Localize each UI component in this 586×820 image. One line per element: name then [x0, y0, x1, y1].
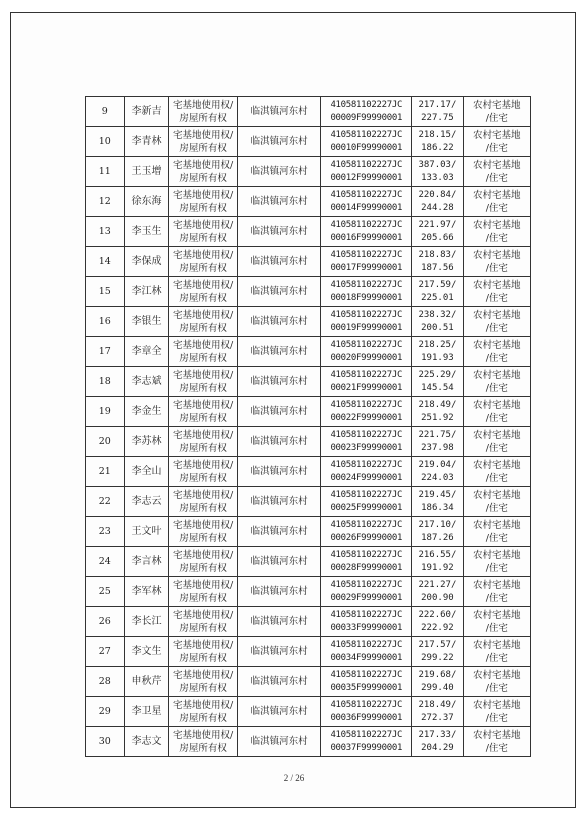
area-value: 217.33/ 204.29 — [412, 727, 463, 757]
property-code: 410581102227JC 00035F99990001 — [321, 667, 412, 697]
owner-name: 李金生 — [124, 397, 169, 427]
property-code: 410581102227JC 00024F99990001 — [321, 457, 412, 487]
property-code: 410581102227JC 00014F99990001 — [321, 187, 412, 217]
right-type: 宅基地使用权/ 房屋所有权 — [169, 517, 237, 547]
location: 临淇镇河东村 — [237, 397, 320, 427]
owner-name: 王玉增 — [124, 157, 169, 187]
property-code: 410581102227JC 00020F99990001 — [321, 337, 412, 367]
table-row — [86, 307, 531, 337]
right-type: 宅基地使用权/ 房屋所有权 — [169, 307, 237, 337]
property-code: 410581102227JC 00012F99990001 — [321, 157, 412, 187]
owner-name: 徐东海 — [124, 187, 169, 217]
location: 临淇镇河东村 — [237, 457, 320, 487]
location: 临淇镇河东村 — [237, 157, 320, 187]
location: 临淇镇河东村 — [237, 187, 320, 217]
table-row — [86, 697, 531, 727]
owner-name: 李志云 — [124, 487, 169, 517]
owner-name: 李言林 — [124, 547, 169, 577]
owner-name: 申秋芹 — [124, 667, 169, 697]
location: 临淇镇河东村 — [237, 697, 320, 727]
location: 临淇镇河东村 — [237, 577, 320, 607]
owner-name: 李玉生 — [124, 217, 169, 247]
location: 临淇镇河东村 — [237, 667, 320, 697]
location: 临淇镇河东村 — [237, 247, 320, 277]
row-number: 25 — [86, 577, 125, 607]
right-type: 宅基地使用权/ 房屋所有权 — [169, 547, 237, 577]
usage-type: 农村宅基地 /住宅 — [463, 457, 530, 487]
owner-name: 王文叶 — [124, 517, 169, 547]
table-row — [86, 667, 531, 697]
area-value: 218.25/ 191.93 — [412, 337, 463, 367]
property-code: 410581102227JC 00016F99990001 — [321, 217, 412, 247]
right-type: 宅基地使用权/ 房屋所有权 — [169, 277, 237, 307]
table-row — [86, 187, 531, 217]
right-type: 宅基地使用权/ 房屋所有权 — [169, 427, 237, 457]
table-row — [86, 547, 531, 577]
table-row — [86, 217, 531, 247]
property-code: 410581102227JC 00033F99990001 — [321, 607, 412, 637]
property-code: 410581102227JC 00023F99990001 — [321, 427, 412, 457]
table-row — [86, 457, 531, 487]
page-number: 2 / 26 — [283, 773, 305, 783]
owner-name: 李新吉 — [124, 97, 169, 127]
area-value: 221.27/ 200.90 — [412, 577, 463, 607]
right-type: 宅基地使用权/ 房屋所有权 — [169, 667, 237, 697]
property-code: 410581102227JC 00010F99990001 — [321, 127, 412, 157]
table-body — [86, 97, 531, 757]
table-row — [86, 97, 531, 127]
area-value: 216.55/ 191.92 — [412, 547, 463, 577]
row-number: 10 — [86, 127, 125, 157]
right-type: 宅基地使用权/ 房屋所有权 — [169, 577, 237, 607]
property-code: 410581102227JC 00021F99990001 — [321, 367, 412, 397]
area-value: 221.75/ 237.98 — [412, 427, 463, 457]
property-code: 410581102227JC 00034F99990001 — [321, 637, 412, 667]
area-value: 219.68/ 299.40 — [412, 667, 463, 697]
usage-type: 农村宅基地 /住宅 — [463, 337, 530, 367]
property-code: 410581102227JC 00026F99990001 — [321, 517, 412, 547]
table-row — [86, 397, 531, 427]
row-number: 11 — [86, 157, 125, 187]
location: 临淇镇河东村 — [237, 637, 320, 667]
usage-type: 农村宅基地 /住宅 — [463, 547, 530, 577]
location: 临淇镇河东村 — [237, 427, 320, 457]
right-type: 宅基地使用权/ 房屋所有权 — [169, 247, 237, 277]
usage-type: 农村宅基地 /住宅 — [463, 277, 530, 307]
area-value: 217.17/ 227.75 — [412, 97, 463, 127]
usage-type: 农村宅基地 /住宅 — [463, 247, 530, 277]
row-number: 22 — [86, 487, 125, 517]
row-number: 17 — [86, 337, 125, 367]
usage-type: 农村宅基地 /住宅 — [463, 577, 530, 607]
location: 临淇镇河东村 — [237, 547, 320, 577]
property-code: 410581102227JC 00029F99990001 — [321, 577, 412, 607]
right-type: 宅基地使用权/ 房屋所有权 — [169, 637, 237, 667]
row-number: 9 — [86, 97, 125, 127]
right-type: 宅基地使用权/ 房屋所有权 — [169, 97, 237, 127]
location: 临淇镇河东村 — [237, 277, 320, 307]
location: 临淇镇河东村 — [237, 487, 320, 517]
table-row — [86, 157, 531, 187]
location: 临淇镇河东村 — [237, 727, 320, 757]
property-code: 410581102227JC 00017F99990001 — [321, 247, 412, 277]
right-type: 宅基地使用权/ 房屋所有权 — [169, 697, 237, 727]
right-type: 宅基地使用权/ 房屋所有权 — [169, 487, 237, 517]
document-page — [10, 12, 576, 808]
usage-type: 农村宅基地 /住宅 — [463, 127, 530, 157]
row-number: 29 — [86, 697, 125, 727]
owner-name: 李苏林 — [124, 427, 169, 457]
row-number: 27 — [86, 637, 125, 667]
owner-name: 李青林 — [124, 127, 169, 157]
owner-name: 李江林 — [124, 277, 169, 307]
row-number: 19 — [86, 397, 125, 427]
table-row — [86, 727, 531, 757]
area-value: 217.59/ 225.01 — [412, 277, 463, 307]
property-rights-table — [85, 96, 531, 757]
right-type: 宅基地使用权/ 房屋所有权 — [169, 367, 237, 397]
row-number: 13 — [86, 217, 125, 247]
row-number: 12 — [86, 187, 125, 217]
row-number: 28 — [86, 667, 125, 697]
location: 临淇镇河东村 — [237, 97, 320, 127]
table-row — [86, 607, 531, 637]
owner-name: 李保成 — [124, 247, 169, 277]
area-value: 387.03/ 133.03 — [412, 157, 463, 187]
property-code: 410581102227JC 00025F99990001 — [321, 487, 412, 517]
usage-type: 农村宅基地 /住宅 — [463, 697, 530, 727]
row-number: 15 — [86, 277, 125, 307]
row-number: 20 — [86, 427, 125, 457]
table-row — [86, 577, 531, 607]
owner-name: 李军林 — [124, 577, 169, 607]
owner-name: 李卫星 — [124, 697, 169, 727]
location: 临淇镇河东村 — [237, 337, 320, 367]
area-value: 220.84/ 244.28 — [412, 187, 463, 217]
owner-name: 李志文 — [124, 727, 169, 757]
location: 临淇镇河东村 — [237, 517, 320, 547]
area-value: 218.49/ 251.92 — [412, 397, 463, 427]
usage-type: 农村宅基地 /住宅 — [463, 727, 530, 757]
usage-type: 农村宅基地 /住宅 — [463, 517, 530, 547]
area-value: 218.83/ 187.56 — [412, 247, 463, 277]
table-row — [86, 127, 531, 157]
owner-name: 李长江 — [124, 607, 169, 637]
usage-type: 农村宅基地 /住宅 — [463, 637, 530, 667]
area-value: 217.57/ 299.22 — [412, 637, 463, 667]
location: 临淇镇河东村 — [237, 127, 320, 157]
location: 临淇镇河东村 — [237, 307, 320, 337]
property-code: 410581102227JC 00036F99990001 — [321, 697, 412, 727]
owner-name: 李银生 — [124, 307, 169, 337]
property-code: 410581102227JC 00018F99990001 — [321, 277, 412, 307]
owner-name: 李章全 — [124, 337, 169, 367]
right-type: 宅基地使用权/ 房屋所有权 — [169, 397, 237, 427]
usage-type: 农村宅基地 /住宅 — [463, 397, 530, 427]
usage-type: 农村宅基地 /住宅 — [463, 187, 530, 217]
area-value: 222.60/ 222.92 — [412, 607, 463, 637]
area-value: 238.32/ 200.51 — [412, 307, 463, 337]
location: 临淇镇河东村 — [237, 607, 320, 637]
area-value: 218.49/ 272.37 — [412, 697, 463, 727]
owner-name: 李全山 — [124, 457, 169, 487]
owner-name: 李文生 — [124, 637, 169, 667]
row-number: 21 — [86, 457, 125, 487]
area-value: 219.45/ 186.34 — [412, 487, 463, 517]
row-number: 18 — [86, 367, 125, 397]
table-row — [86, 247, 531, 277]
table-row — [86, 517, 531, 547]
usage-type: 农村宅基地 /住宅 — [463, 157, 530, 187]
usage-type: 农村宅基地 /住宅 — [463, 667, 530, 697]
area-value: 218.15/ 186.22 — [412, 127, 463, 157]
usage-type: 农村宅基地 /住宅 — [463, 97, 530, 127]
table-row — [86, 487, 531, 517]
right-type: 宅基地使用权/ 房屋所有权 — [169, 727, 237, 757]
usage-type: 农村宅基地 /住宅 — [463, 487, 530, 517]
owner-name: 李志斌 — [124, 367, 169, 397]
usage-type: 农村宅基地 /住宅 — [463, 217, 530, 247]
area-value: 225.29/ 145.54 — [412, 367, 463, 397]
right-type: 宅基地使用权/ 房屋所有权 — [169, 457, 237, 487]
table-row — [86, 277, 531, 307]
table-row — [86, 367, 531, 397]
area-value: 221.97/ 205.66 — [412, 217, 463, 247]
location: 临淇镇河东村 — [237, 367, 320, 397]
table-row — [86, 337, 531, 367]
row-number: 14 — [86, 247, 125, 277]
property-code: 410581102227JC 00037F99990001 — [321, 727, 412, 757]
right-type: 宅基地使用权/ 房屋所有权 — [169, 337, 237, 367]
property-code: 410581102227JC 00019F99990001 — [321, 307, 412, 337]
right-type: 宅基地使用权/ 房屋所有权 — [169, 217, 237, 247]
row-number: 24 — [86, 547, 125, 577]
row-number: 16 — [86, 307, 125, 337]
right-type: 宅基地使用权/ 房屋所有权 — [169, 157, 237, 187]
property-code: 410581102227JC 00022F99990001 — [321, 397, 412, 427]
usage-type: 农村宅基地 /住宅 — [463, 307, 530, 337]
usage-type: 农村宅基地 /住宅 — [463, 367, 530, 397]
usage-type: 农村宅基地 /住宅 — [463, 607, 530, 637]
table-row — [86, 427, 531, 457]
right-type: 宅基地使用权/ 房屋所有权 — [169, 187, 237, 217]
row-number: 30 — [86, 727, 125, 757]
location: 临淇镇河东村 — [237, 217, 320, 247]
property-code: 41058110​2227JC 00009F99990001 — [321, 97, 412, 127]
area-value: 217.10/ 187.26 — [412, 517, 463, 547]
property-code: 410581102227JC 00028F99990001 — [321, 547, 412, 577]
right-type: 宅基地使用权/ 房屋所有权 — [169, 607, 237, 637]
table-row — [86, 637, 531, 667]
right-type: 宅基地使用权/ 房屋所有权 — [169, 127, 237, 157]
usage-type: 农村宅基地 /住宅 — [463, 427, 530, 457]
area-value: 219.04/ 224.03 — [412, 457, 463, 487]
row-number: 26 — [86, 607, 125, 637]
row-number: 23 — [86, 517, 125, 547]
